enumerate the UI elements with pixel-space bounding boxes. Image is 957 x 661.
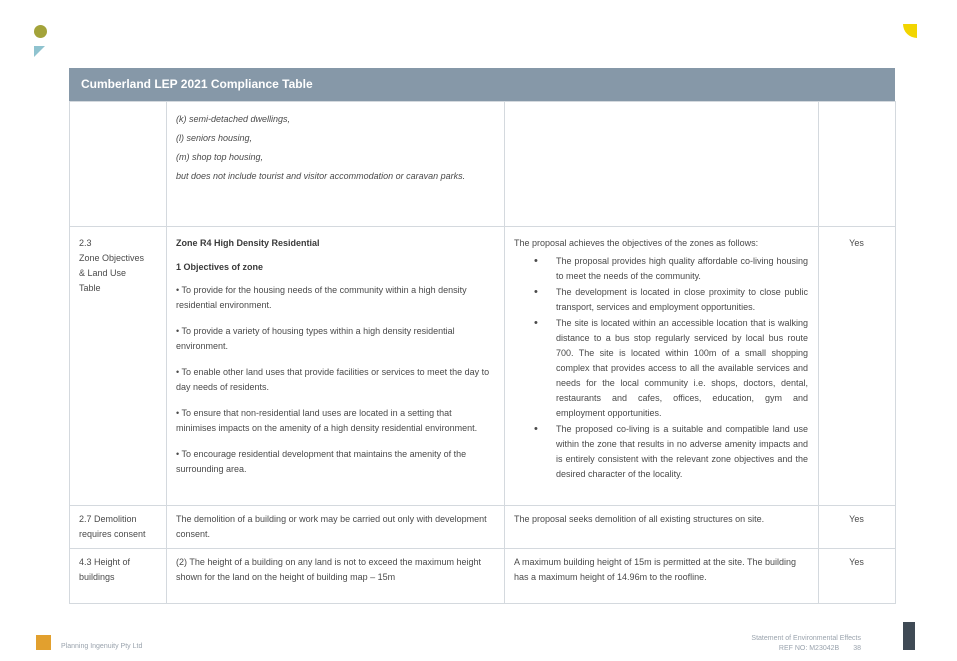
objectives-list <box>176 283 494 477</box>
assessment-text: A maximum building height of 15m is permitted at the site. The building has a maximum height of 14.96m to the roofline. <box>514 557 796 582</box>
control-cell <box>167 506 505 549</box>
page-number: 38 <box>853 645 861 652</box>
list-item: • The site is located within an accessible location that is walking distance to a bus stop regularly serviced by local bus route 700. The site is located within 100m of a small shopping complex that provides access to all the available services and needs for the local community i.e. shops, doctors, dental, restaurants and cafes, offices, education, gym and employment opportunities. <box>556 316 808 421</box>
compliance-value: Yes <box>849 514 864 524</box>
footer-ref: REF NO: M23042B <box>778 645 840 652</box>
list-item: • The proposed co-living is a suitable and compatible land use within the zone that results in no adverse amenity impacts and is entirely consistent with the relevant zone objectives and the desired character of the locality. <box>556 422 808 482</box>
footer-company: Planning Ingenuity Pty Ltd <box>61 643 143 650</box>
control-cell <box>167 227 505 506</box>
footer-bar-decoration <box>903 622 915 650</box>
assessment-text: The proposal seeks demolition of all existing structures on site. <box>514 514 765 524</box>
logo-triangle-decoration <box>34 46 45 57</box>
footer-doc-info <box>751 634 861 654</box>
footer-logo-square <box>36 635 51 650</box>
table-row <box>70 227 896 506</box>
clause-label: 2.7 Demolition requires consent <box>79 514 146 539</box>
land-use-item: (l) seniors housing, <box>176 133 253 143</box>
compliance-cell <box>819 506 896 549</box>
logo-circle-decoration <box>34 25 47 38</box>
table-body <box>69 101 896 604</box>
clause-cell <box>70 549 167 604</box>
control-cell <box>167 549 505 604</box>
corner-yellow-decoration <box>903 24 917 38</box>
list-item: • The development is located in close proximity to close public transport, services and employment opportunities. <box>556 285 808 315</box>
compliance-cell <box>819 549 896 604</box>
land-use-item: (m) shop top housing, <box>176 152 264 162</box>
table-title: Cumberland LEP 2021 Compliance Table <box>69 68 895 101</box>
land-use-item: (k) semi-detached dwellings, <box>176 114 291 124</box>
list-item: • To provide for the housing needs of the community within a high density residential environment. <box>176 283 494 313</box>
assessment-cell <box>505 549 819 604</box>
table-row <box>70 102 896 227</box>
assessment-list <box>514 254 808 482</box>
list-item: • To ensure that non-residential land uses are located in a setting that minimises impacts on the amenity of a high density residential environment. <box>176 406 494 436</box>
land-use-exclusion: but does not include tourist and visitor accommodation or caravan parks. <box>176 171 466 181</box>
compliance-value: Yes <box>849 238 864 248</box>
assessment-cell <box>505 102 819 227</box>
control-cell <box>167 102 505 227</box>
compliance-cell <box>819 227 896 506</box>
clause-label: 4.3 Height of buildings <box>79 557 131 582</box>
list-item: • To enable other land uses that provide facilities or services to meet the day to day needs of residents. <box>176 365 494 395</box>
objectives-title: 1 Objectives of zone <box>176 262 264 272</box>
footer-doc-title: Statement of Environmental Effects <box>751 635 861 642</box>
table-row <box>70 506 896 549</box>
assessment-intro: The proposal achieves the objectives of the zones as follows: <box>514 238 759 248</box>
table-row <box>70 549 896 604</box>
control-text: The demolition of a building or work may be carried out only with development consent. <box>176 514 487 539</box>
compliance-cell <box>819 102 896 227</box>
list-item: • To encourage residential development that maintains the amenity of the surrounding area. <box>176 447 494 477</box>
control-text: (2) The height of a building on any land is not to exceed the maximum height shown for the land on the height of building map – 15m <box>176 557 482 582</box>
assessment-cell <box>505 227 819 506</box>
compliance-table <box>69 68 895 604</box>
clause-label: 2.3 Zone Objectives & Land Use Table <box>79 238 145 293</box>
clause-cell <box>70 227 167 506</box>
compliance-value: Yes <box>849 557 864 567</box>
list-item: • To provide a variety of housing types within a high density residential environment. <box>176 324 494 354</box>
clause-cell <box>70 506 167 549</box>
list-item: • The proposal provides high quality affordable co-living housing to meet the needs of the community. <box>556 254 808 284</box>
zone-title: Zone R4 High Density Residential <box>176 238 320 248</box>
assessment-cell <box>505 506 819 549</box>
clause-cell <box>70 102 167 227</box>
